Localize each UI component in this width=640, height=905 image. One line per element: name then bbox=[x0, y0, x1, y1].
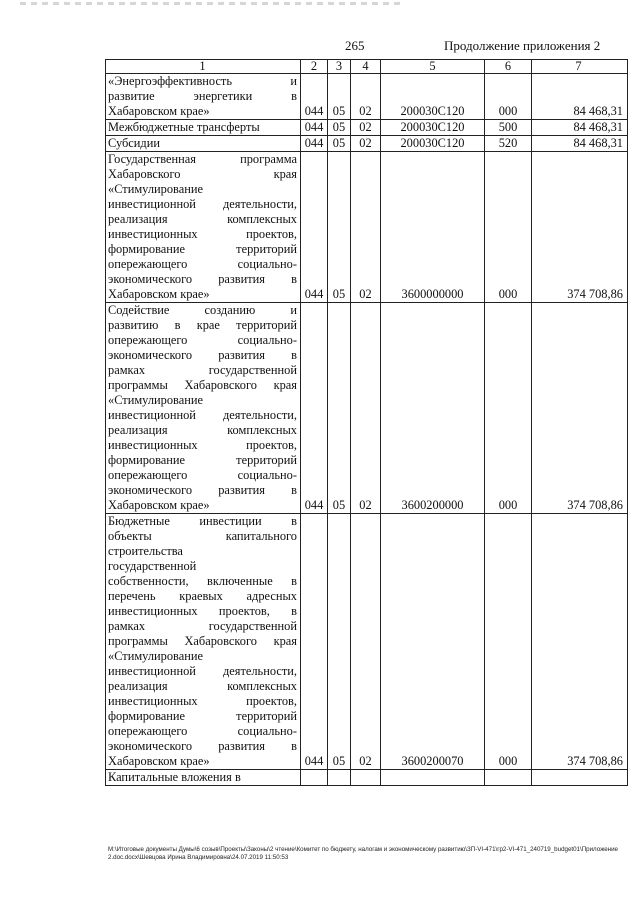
row-name-line: экономического развития в bbox=[108, 272, 297, 286]
row-name-line: формирование территорий bbox=[108, 709, 297, 723]
row-name-line: Хабаровском крае» bbox=[108, 498, 210, 512]
row-name-line: государственной bbox=[108, 559, 197, 573]
row-name-cell bbox=[106, 514, 301, 770]
row-c6-cell: 000 bbox=[485, 152, 532, 303]
row-c6-cell: 000 bbox=[485, 303, 532, 514]
row-c3-cell: 05 bbox=[328, 74, 351, 120]
row-name-line: реализация комплексных bbox=[108, 423, 297, 437]
row-name-cell bbox=[106, 303, 301, 514]
row-c2-cell: 044 bbox=[301, 303, 328, 514]
page-number: 265 bbox=[345, 38, 365, 53]
row-c2-cell: 044 bbox=[301, 514, 328, 770]
row-c3-cell: 05 bbox=[328, 303, 351, 514]
row-name-line: инвестиционных проектов, bbox=[108, 694, 297, 708]
table-row bbox=[106, 770, 628, 786]
row-name-line: инвестиционных проектов, bbox=[108, 438, 297, 452]
row-name-cell bbox=[106, 770, 301, 786]
header-col-6: 6 bbox=[485, 60, 532, 74]
row-c3-cell: 05 bbox=[328, 514, 351, 770]
row-c6-cell: 000 bbox=[485, 514, 532, 770]
row-c7-cell: 84 468,31 bbox=[532, 74, 628, 120]
row-name-cell bbox=[106, 136, 301, 152]
row-c7-cell: 84 468,31 bbox=[532, 120, 628, 136]
row-name-line: опережающего социально- bbox=[108, 468, 297, 482]
row-c4-cell: 02 bbox=[351, 303, 381, 514]
row-c7-cell: 374 708,86 bbox=[532, 514, 628, 770]
row-name-line: Межбюджетные трансферты bbox=[108, 120, 260, 134]
row-c5-cell: 200030С120 bbox=[381, 74, 485, 120]
row-c3-cell: 05 bbox=[328, 152, 351, 303]
budget-table bbox=[105, 59, 628, 786]
row-name-line: программы Хабаровского края bbox=[108, 378, 297, 392]
row-c2-cell: 044 bbox=[301, 152, 328, 303]
row-name-line: «Стимулирование bbox=[108, 649, 203, 663]
row-c5-cell: 200030С120 bbox=[381, 136, 485, 152]
row-c5-cell: 200030С120 bbox=[381, 120, 485, 136]
table-row bbox=[106, 152, 628, 303]
row-name-line: «Стимулирование bbox=[108, 182, 203, 196]
row-name-line: перечень краевых адресных bbox=[108, 589, 297, 603]
header-col-4: 4 bbox=[351, 60, 381, 74]
document-path-footer: M:\Итоговые документы Думы\6 созыв\Проекты\Законы\2 чтение\Комитет по бюджету, налогам и экономическому развитию\ЗП-VI-471\гр2-VI-471_240719_budget01\Приложение 2.doc.docx\Шевцова Ирина Владимировна\24.07.2019 11:50:53 bbox=[108, 846, 619, 861]
row-c4-cell: 02 bbox=[351, 514, 381, 770]
row-name-cell bbox=[106, 74, 301, 120]
row-name-cell bbox=[106, 120, 301, 136]
row-name-line: «Стимулирование bbox=[108, 393, 203, 407]
header-col-5: 5 bbox=[381, 60, 485, 74]
row-name-line: программы Хабаровского края bbox=[108, 634, 297, 648]
table-row bbox=[106, 74, 628, 120]
row-c3-cell bbox=[328, 770, 351, 786]
row-name-line: Содействие созданию и bbox=[108, 303, 297, 317]
row-c6-cell bbox=[485, 770, 532, 786]
row-c7-cell: 84 468,31 bbox=[532, 136, 628, 152]
row-c4-cell bbox=[351, 770, 381, 786]
row-name-line: опережающего социально- bbox=[108, 724, 297, 738]
row-name-line: Хабаровском крае» bbox=[108, 754, 210, 768]
table-row bbox=[106, 303, 628, 514]
header-col-1: 1 bbox=[106, 60, 301, 74]
row-name-line: строительства bbox=[108, 544, 183, 558]
row-name-line: объекты капитального bbox=[108, 529, 297, 543]
row-name-line: «Энергоэффективность и bbox=[108, 74, 297, 88]
row-c3-cell: 05 bbox=[328, 136, 351, 152]
row-name-line: опережающего социально- bbox=[108, 257, 297, 271]
row-name-line: рамках государственной bbox=[108, 619, 297, 633]
row-c5-cell: 3600200000 bbox=[381, 303, 485, 514]
row-c4-cell: 02 bbox=[351, 152, 381, 303]
row-name-line: Хабаровского края bbox=[108, 167, 297, 181]
row-name-line: инвестиционных проектов, bbox=[108, 227, 297, 241]
row-name-line: инвестиционной деятельности, bbox=[108, 197, 297, 211]
row-c2-cell: 044 bbox=[301, 74, 328, 120]
table-row bbox=[106, 514, 628, 770]
row-name-line: инвестиционных проектов, в bbox=[108, 604, 297, 618]
row-name-line: экономического развития в bbox=[108, 348, 297, 362]
table-header-row bbox=[106, 60, 628, 74]
row-name-line: собственности, включенные в bbox=[108, 574, 297, 588]
row-c6-cell: 500 bbox=[485, 120, 532, 136]
row-name-line: Хабаровском крае» bbox=[108, 104, 210, 118]
row-c3-cell: 05 bbox=[328, 120, 351, 136]
header-col-7: 7 bbox=[532, 60, 628, 74]
row-c2-cell: 044 bbox=[301, 120, 328, 136]
row-name-line: формирование территорий bbox=[108, 242, 297, 256]
row-name-line: развитие энергетики в bbox=[108, 89, 297, 103]
row-c6-cell: 000 bbox=[485, 74, 532, 120]
row-name-line: Государственная программа bbox=[108, 152, 297, 166]
row-name-line: реализация комплексных bbox=[108, 679, 297, 693]
row-name-cell bbox=[106, 152, 301, 303]
row-name-line: Капитальные вложения в bbox=[108, 770, 241, 784]
row-c2-cell bbox=[301, 770, 328, 786]
row-name-line: экономического развития в bbox=[108, 739, 297, 753]
table-row bbox=[106, 120, 628, 136]
header-col-3: 3 bbox=[328, 60, 351, 74]
row-name-line: формирование территорий bbox=[108, 453, 297, 467]
row-name-line: Бюджетные инвестиции в bbox=[108, 514, 297, 528]
row-c4-cell: 02 bbox=[351, 74, 381, 120]
row-c5-cell: 3600200070 bbox=[381, 514, 485, 770]
row-c7-cell bbox=[532, 770, 628, 786]
row-c2-cell: 044 bbox=[301, 136, 328, 152]
row-name-line: инвестиционной деятельности, bbox=[108, 664, 297, 678]
row-name-line: Хабаровском крае» bbox=[108, 287, 210, 301]
row-name-line: рамках государственной bbox=[108, 363, 297, 377]
row-c5-cell: 3600000000 bbox=[381, 152, 485, 303]
row-name-line: развитию в крае территорий bbox=[108, 318, 297, 332]
header-col-2: 2 bbox=[301, 60, 328, 74]
row-name-line: реализация комплексных bbox=[108, 212, 297, 226]
row-c7-cell: 374 708,86 bbox=[532, 152, 628, 303]
row-c4-cell: 02 bbox=[351, 136, 381, 152]
row-c7-cell: 374 708,86 bbox=[532, 303, 628, 514]
row-name-line: инвестиционной деятельности, bbox=[108, 408, 297, 422]
table-row bbox=[106, 136, 628, 152]
row-c4-cell: 02 bbox=[351, 120, 381, 136]
row-c5-cell bbox=[381, 770, 485, 786]
scan-artifact bbox=[20, 2, 400, 5]
row-c6-cell: 520 bbox=[485, 136, 532, 152]
row-name-line: Субсидии bbox=[108, 136, 160, 150]
row-name-line: экономического развития в bbox=[108, 483, 297, 497]
row-name-line: опережающего социально- bbox=[108, 333, 297, 347]
continuation-label: Продолжение приложения 2 bbox=[444, 38, 601, 53]
